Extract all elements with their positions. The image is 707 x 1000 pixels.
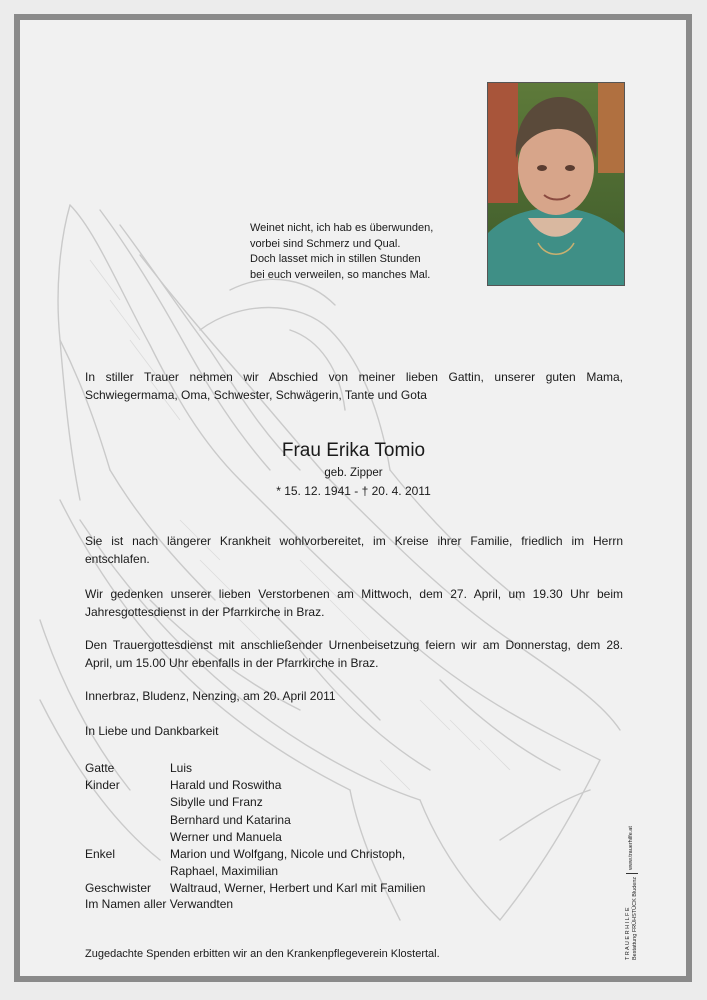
life-dates: * 15. 12. 1941 - † 20. 4. 2011 <box>276 484 431 498</box>
poem-line: bei euch verweilen, so manches Mal. <box>250 268 431 281</box>
family-names: Harald und Roswitha <box>170 778 282 793</box>
passing-paragraph: Sie ist nach längerer Krankheit wohlvorbereitet, im Kreise ihrer Familie, friedlich im Herrn entschlafen. <box>85 534 623 566</box>
family-names: Werner und Manuela <box>170 829 282 844</box>
poem-line: Doch lasset mich in stillen Stunden <box>250 253 421 265</box>
family-row <box>85 880 545 897</box>
family-names: Luis <box>170 761 193 775</box>
funeral-home-logo <box>625 826 638 960</box>
family-list <box>85 760 545 898</box>
family-row <box>85 777 545 846</box>
maiden-name: geb. Zipper <box>324 467 383 479</box>
family-names: Waltraud, Werner, Herbert und Karl mit Familien <box>170 881 426 896</box>
memorial-service-paragraph: Wir gedenken unserer lieben Verstorbenen am Mittwoch, dem 27. April, um 19.30 Uhr beim Jahresgottesdienst in der Pfarrkirche in Braz. <box>85 587 623 619</box>
family-names: Marion und Wolfgang, Nicole und Christoph, <box>170 847 406 862</box>
family-role: Enkel <box>85 847 116 862</box>
deceased-name: Frau Erika Tomio <box>281 440 426 461</box>
poem <box>250 221 480 283</box>
love-line: In Liebe und Dankbarkeit <box>85 724 219 738</box>
closing-line: Im Namen aller Verwandten <box>85 897 234 911</box>
family-names: Raphael, Maximilian <box>170 864 279 879</box>
family-names: Bernhard und Katarina <box>170 812 291 827</box>
family-role: Geschwister <box>85 881 152 896</box>
logo-title: T R A U E R H I L F E <box>625 907 631 960</box>
family-role: Kinder <box>85 778 120 793</box>
place-date: Innerbraz, Bludenz, Nenzing, am 20. April 2011 <box>85 689 336 703</box>
poem-line: vorbei sind Schmerz und Qual. <box>250 237 401 250</box>
logo-website: www.trauerhilfe.at <box>628 826 635 870</box>
donation-note: Zugedachte Spenden erbitten wir an den Krankenpflegeverein Klostertal. <box>85 948 440 960</box>
family-row <box>85 846 545 880</box>
logo-subtitle: Bestattung FRÜHSTÜCK Bludenz <box>631 876 638 960</box>
family-names: Sibylle und Franz <box>170 795 263 810</box>
funeral-service-paragraph: Den Trauergottesdienst mit anschließender Urnenbeisetzung feiern wir am Donnerstag, dem 28. April, um 15.00 Uhr ebenfalls in der Pfarrkirche in Braz. <box>85 638 623 670</box>
poem-line: Weinet nicht, ich hab es überwunden, <box>250 222 434 234</box>
family-row <box>85 760 545 777</box>
portrait-photo <box>487 82 625 286</box>
intro-text: In stiller Trauer nehmen wir Abschied von meiner lieben Gattin, unserer guten Mama, Schwiegermama, Oma, Schwester, Schwägerin, Tante und Gota <box>85 370 623 402</box>
family-role: Gatte <box>85 761 115 775</box>
